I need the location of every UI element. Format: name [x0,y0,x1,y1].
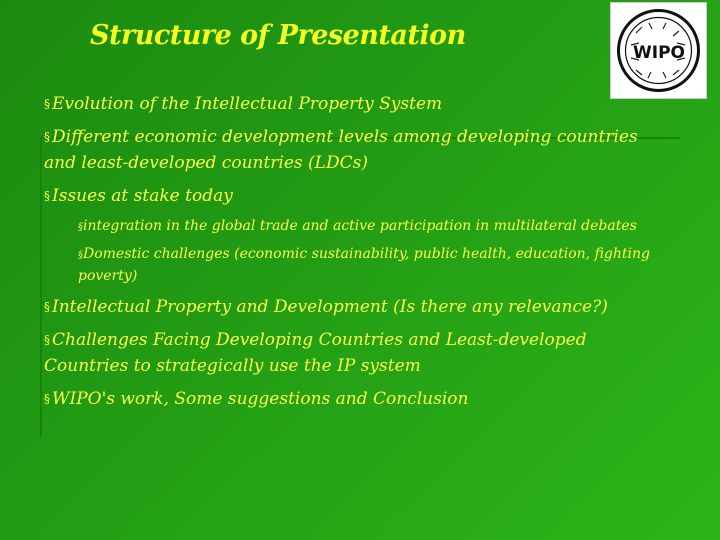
slide-title: Structure of Presentation [90,20,466,51]
bullet-item [44,124,664,176]
bullet-text: Evolution of the Intellectual Property System [52,94,443,114]
bullet-icon: § [44,130,50,144]
bullet-item [44,386,664,412]
bullet-text: Different economic development levels among developing countries and least-developed countries (LDCs) [44,127,638,173]
bullet-item [44,294,664,320]
wipo-logo-icon [610,2,707,99]
sub-bullet-group [44,216,664,286]
sub-bullet-item [78,216,664,238]
bullet-icon: § [78,222,83,233]
logo-text: WIPO [633,43,685,63]
slide-body [44,91,664,419]
sub-bullet-text: integration in the global trade and active participation in multilateral debates [83,218,637,234]
bullet-text: Issues at stake today [52,186,233,206]
bullet-icon: § [44,189,50,203]
divider-line-vertical [40,137,42,437]
bullet-icon: § [44,392,50,406]
sub-bullet-item [78,244,664,286]
bullet-icon: § [78,250,83,261]
sub-bullet-text: Domestic challenges (economic sustainability, public health, education, fighting poverty) [78,246,650,284]
bullet-item [44,327,664,379]
bullet-icon: § [44,97,50,111]
bullet-icon: § [44,300,50,314]
bullet-text: WIPO's work, Some suggestions and Conclusion [52,389,469,409]
bullet-text: Challenges Facing Developing Countries and Least-developed Countries to strategically use the IP system [44,330,587,376]
bullet-item [44,91,664,117]
bullet-icon: § [44,333,50,347]
bullet-text: Intellectual Property and Development (Is there any relevance?) [52,297,608,317]
bullet-item [44,183,664,209]
